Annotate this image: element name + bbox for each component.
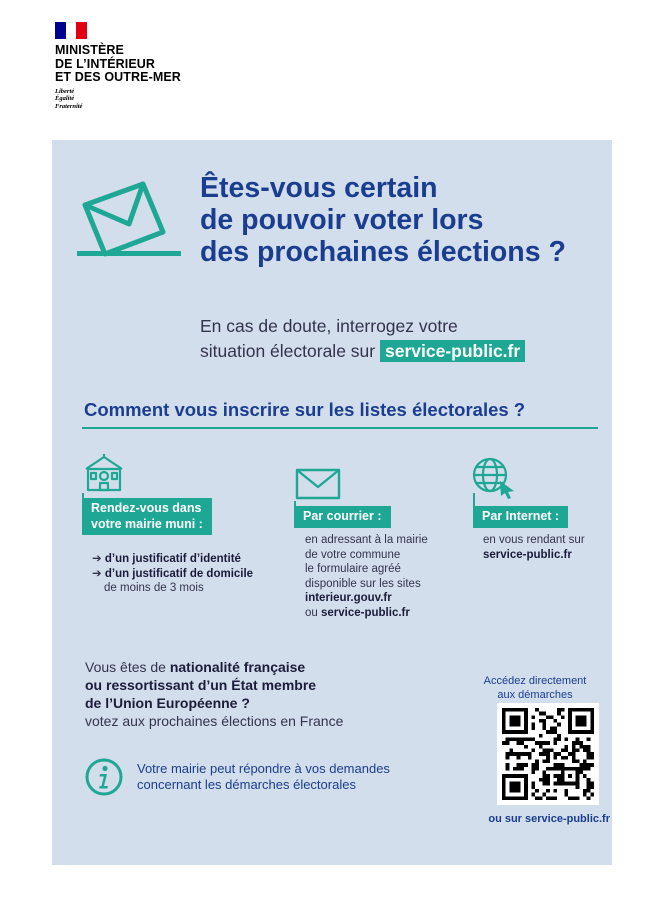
- town-hall-details: ➔ d’un justificatif d’identité ➔ d’un justificatif de domicile de moins de 3 mois: [92, 553, 254, 594]
- mail-details: en adressant à la mairie de votre commune le formulaire agréé disponible sur les sites interieur.gouv.fr ou service-public.fr: [305, 534, 428, 619]
- subtitle-underline: [82, 427, 598, 429]
- mail-label: Par courrier :: [294, 506, 391, 528]
- qr-caption: Accédez directement aux démarches: [483, 675, 587, 701]
- ministry-logo: [55, 22, 181, 110]
- arrow-right-icon: ➔: [92, 553, 102, 565]
- town-hall-label: Rendez-vous dans votre mairie muni :: [82, 498, 212, 535]
- section-subtitle: Comment vous inscrire sur les listes électorales ?: [84, 399, 526, 420]
- internet-details: en vous rendant sur service-public.fr: [483, 534, 585, 561]
- service-public-link-internet[interactable]: service-public.fr: [483, 548, 572, 561]
- interieur-link[interactable]: interieur.gouv.fr: [305, 592, 392, 604]
- info-icon: [85, 758, 123, 796]
- envelope-icon: [294, 467, 342, 501]
- service-public-link[interactable]: service-public.fr: [380, 340, 525, 362]
- qr-code[interactable]: [497, 703, 599, 805]
- ballot-envelope-icon: [77, 180, 187, 260]
- qr-footer-link[interactable]: ou sur service-public.fr: [488, 813, 610, 825]
- info-notice: Votre mairie peut répondre à vos demandes concernant les démarches électorales: [85, 758, 390, 796]
- poster-panel: [52, 140, 612, 865]
- main-title: Êtes-vous certain de pouvoir voter lors des prochaines élections ?: [200, 172, 566, 268]
- town-hall-icon: [82, 453, 126, 493]
- doubt-text: En cas de doute, interrogez votre situation électorale sur service-public.fr: [200, 314, 525, 364]
- arrow-right-icon: ➔: [92, 567, 102, 580]
- french-flag-icon: [55, 22, 87, 39]
- nationality-text: Vous êtes de nationalité française ou ressortissant d’un État membre de l’Union Européenne ? votez aux prochaines élections en France: [85, 659, 344, 729]
- internet-label: Par Internet :: [473, 506, 568, 528]
- qr-code-icon: [502, 708, 594, 800]
- ministry-name: MINISTÈRE DE L’INTÉRIEUR ET DES OUTRE-MER: [55, 43, 181, 84]
- republic-motto: Liberté Égalité Fraternité: [55, 87, 83, 110]
- service-public-link-mail[interactable]: service-public.fr: [321, 606, 410, 619]
- globe-cursor-icon: [470, 455, 518, 499]
